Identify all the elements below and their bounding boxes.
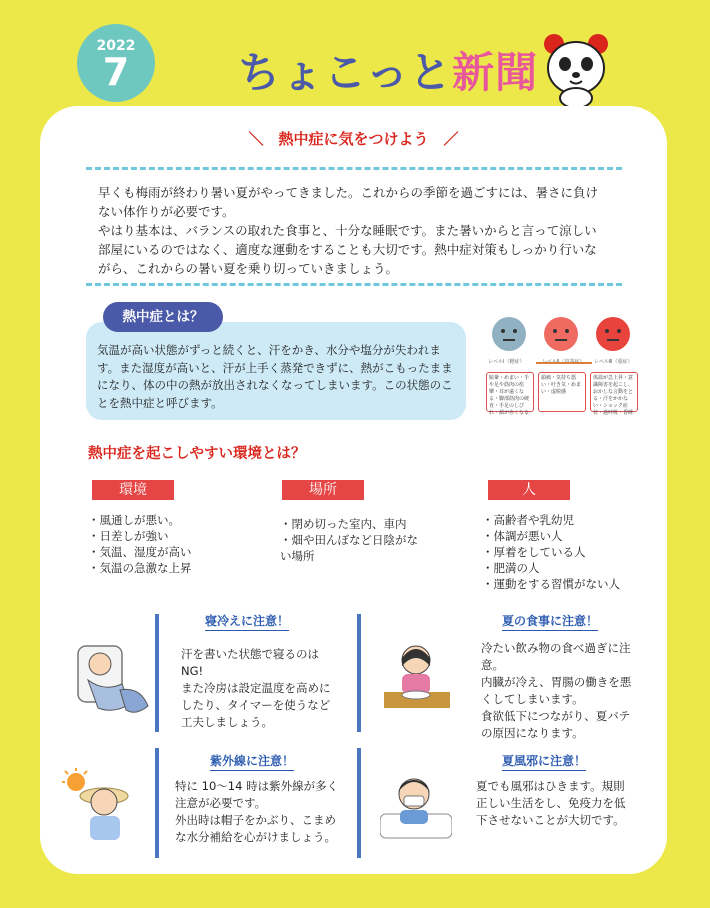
sick-boy-icon (380, 770, 452, 840)
list-item: ・気温の急激な上昇 (88, 561, 192, 575)
tip-divider (357, 614, 361, 732)
date-badge (77, 24, 155, 102)
face-level-3-icon (596, 317, 630, 351)
tip-line: また冷房は設定温度を高めにしたり、タイマーを使うなど工夫しましょう。 (181, 681, 331, 729)
tag-person: 人 (488, 480, 570, 500)
tip-title-meal: 夏の食事に注意！ (502, 612, 598, 631)
tip-divider (357, 748, 361, 858)
environment-title: 熱中症を起こしやすい環境とは？ (88, 446, 306, 462)
list-item: ・気温、湿度が高い (88, 545, 192, 559)
tip-line: 汗を書いた状態で寝るのはNG! (181, 647, 319, 678)
tip-divider (155, 748, 159, 858)
tip-text-cold (476, 778, 634, 829)
environment-list (88, 512, 258, 576)
intro-text (98, 183, 603, 278)
place-list (280, 516, 420, 564)
tip-title-sleep: 寝冷えに注意！ (205, 612, 289, 631)
tag-environment: 環境 (92, 480, 174, 500)
tip-line: 夏でも風邪はひきます。規則正しい生活をし、免疫力を低下させないことが大切です。 (476, 779, 626, 827)
dashed-divider (86, 167, 622, 170)
list-item: ・厚着をしている人 (482, 545, 586, 559)
face-level-1-icon (492, 317, 526, 351)
tip-text-sleep (181, 646, 341, 731)
list-item: ・畑や田んぼなど日陰がない場所 (280, 533, 418, 563)
sleeping-child-icon (74, 640, 154, 720)
sunburn-woman-icon (62, 768, 136, 844)
panda-mascot-icon (540, 30, 612, 110)
tip-title-uv: 紫外線に注意！ (210, 752, 294, 771)
tip-title-cold: 夏風邪に注意！ (502, 752, 586, 771)
heatstroke-level-chart (484, 314, 634, 424)
person-list (482, 512, 652, 592)
tip-divider (155, 614, 159, 732)
definition-text: 気温が高い状態がずっと続くと、汗をかき、水分や塩分が失われます。また湿度が高いと、汗が上手く蒸発できずに、熱がこもったままになり、体の中の熱が放出されなくなってしまいます。この状態のことを熱中症と呼びます。 (97, 343, 453, 410)
title-part-b: 新聞 (452, 48, 539, 97)
eating-girl-icon (382, 640, 452, 712)
tip-text-meal (481, 640, 641, 742)
list-item: ・体調が悪い人 (482, 529, 563, 543)
headline: ＼ 熱中症に気をつけよう ／ (248, 130, 459, 148)
intro-paragraph: やはり基本は、バランスの取れた食事と、十分な睡眠です。また暑いからと言って涼しい部屋にいるのではなく、適度な運動をすることも大切です。熱中症対策もしっかり行いながら、これからの暑い夏を乗り切っていきましょう。 (98, 223, 597, 276)
list-item: ・日差しが強い (88, 529, 169, 543)
level-label: レベルⅠ（軽症） (488, 359, 525, 365)
level-label: レベルⅢ（重症） (594, 359, 633, 365)
newsletter-title (238, 40, 538, 100)
definition-tab: 熱中症とは？ (103, 302, 223, 332)
dashed-divider (86, 283, 622, 286)
tip-text-uv (175, 778, 341, 846)
list-item: ・閉め切った室内、車内 (280, 517, 407, 531)
date-year: 2022 (96, 38, 136, 54)
level-box: 眩暈・めまい・手や足や筋肉の痙攣・耳が遠くなる・脚部筋肉の硬直・手足のしびれ・顔が赤くなる (486, 372, 534, 412)
tip-line: 冷たい飲み物の食べ過ぎに注意。 (481, 641, 631, 672)
tip-line: 内臓が冷え、胃腸の働きを悪くしてしまいます。 (481, 675, 632, 706)
date-month: 7 (102, 50, 130, 94)
tag-place: 場所 (282, 480, 364, 500)
list-item: ・風通しが悪い。 (88, 513, 180, 527)
intro-paragraph: 早くも梅雨が終わり暑い夏がやってきました。これからの季節を過ごすには、暑さに負けない体作りが必要です。 (98, 185, 599, 219)
level-box: 頭痛・気持ち悪い・吐き気・めまい・虚脱感 (538, 372, 586, 412)
list-item: ・高齢者や乳幼児 (482, 513, 574, 527)
title-part-a: ちょこっと (238, 48, 453, 97)
tip-line: 食欲低下につながり、夏バテの原因になります。 (481, 709, 631, 740)
level-arrow (536, 362, 592, 364)
tip-line: 外出時は帽子をかぶり、こまめな水分補給を心がけましょう。 (175, 813, 336, 844)
level-box: 体温が急上昇・意識障害を起こし、おかしな言動をとる・汗をかかない・ショック症状・過呼吸・昏睡 (590, 372, 638, 412)
face-level-2-icon (544, 317, 578, 351)
list-item: ・運動をする習慣がない人 (482, 577, 620, 591)
list-item: ・肥満の人 (482, 561, 540, 575)
tip-line: 特に 10〜14 時は紫外線が多く注意が必要です。 (175, 779, 339, 810)
